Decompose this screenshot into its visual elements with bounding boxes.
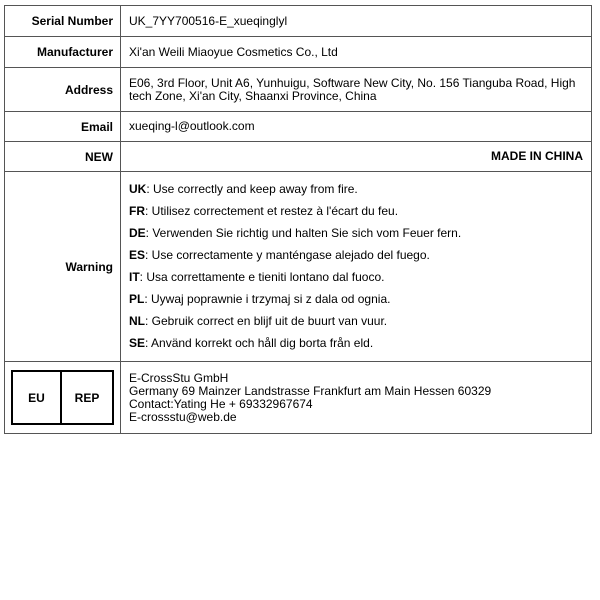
new-label: NEW xyxy=(5,142,121,171)
rep-contact: Contact:Yating He + 69332967674 xyxy=(129,396,313,411)
new-row xyxy=(5,142,591,172)
warning-line xyxy=(129,249,461,262)
language-code: UK xyxy=(129,182,147,196)
warning-line xyxy=(129,183,461,196)
language-code: IT xyxy=(129,270,140,284)
warning-label: Warning xyxy=(5,172,121,361)
rep-company-name: E-CrossStu GmbH xyxy=(129,370,229,385)
rep-badge-text: REP xyxy=(74,390,100,405)
made-in-china-value: MADE IN CHINA xyxy=(491,149,583,163)
language-code: NL xyxy=(129,314,145,328)
warning-list xyxy=(121,172,469,361)
warning-text: : Use correctly and keep away from fire. xyxy=(146,182,358,196)
eu-rep-badge-cell xyxy=(5,362,121,433)
address-row xyxy=(5,68,591,112)
warning-row xyxy=(5,172,591,362)
warning-line xyxy=(129,315,461,328)
rep-address: Germany 69 Mainzer Landstrasse Frankfurt am Main Hessen 60329 xyxy=(129,383,492,398)
address-label: Address xyxy=(5,68,121,111)
warning-line xyxy=(129,293,461,306)
address-value: E06, 3rd Floor, Unit A6, Yunhuigu, Software New City, No. 156 Tianguba Road, High tech Zone, Xi'an City, Shaanxi Province, China xyxy=(129,75,576,103)
eu-rep-details xyxy=(121,362,591,433)
manufacturer-value: Xi'an Weili Miaoyue Cosmetics Co., Ltd xyxy=(129,44,338,59)
language-code: ES xyxy=(129,248,146,262)
warning-line xyxy=(129,337,461,350)
serial-number-label: Serial Number xyxy=(5,6,121,36)
language-code: PL xyxy=(129,292,145,306)
warning-line xyxy=(129,205,461,218)
warning-line xyxy=(129,227,461,240)
serial-number-value: UK_7YY700516-E_xueqinglyl xyxy=(129,13,288,28)
rep-email: E-crossstu@web.de xyxy=(129,409,237,424)
manufacturer-label: Manufacturer xyxy=(5,37,121,67)
eu-rep-badge xyxy=(11,370,114,425)
email-value: xueqing-l@outlook.com xyxy=(129,119,255,133)
email-label: Email xyxy=(5,112,121,141)
warning-text: : Use correctamente y manténgase alejado del fuego. xyxy=(145,248,430,262)
warning-text: : Verwenden Sie richtig und halten Sie sich vom Feuer fern. xyxy=(145,226,462,240)
warning-text: : Använd korrekt och håll dig borta från eld. xyxy=(145,336,374,350)
warning-text: : Gebruik correct en blijf uit de buurt van vuur. xyxy=(145,314,388,328)
product-info-table xyxy=(4,5,592,434)
eu-badge-text: EU xyxy=(13,372,62,423)
warning-text: : Usa correttamente e tieniti lontano dal fuoco. xyxy=(139,270,385,284)
warning-text: : Uywaj poprawnie i trzymaj si z dala od ognia. xyxy=(144,292,391,306)
serial-number-row xyxy=(5,6,591,37)
language-code: FR xyxy=(129,204,145,218)
language-code: SE xyxy=(129,336,146,350)
eu-rep-row xyxy=(5,362,591,433)
manufacturer-row xyxy=(5,37,591,68)
warning-text: : Utilisez correctement et restez à l'écart du feu. xyxy=(145,204,399,218)
warning-line xyxy=(129,271,461,284)
language-code: DE xyxy=(129,226,146,240)
email-row xyxy=(5,112,591,142)
